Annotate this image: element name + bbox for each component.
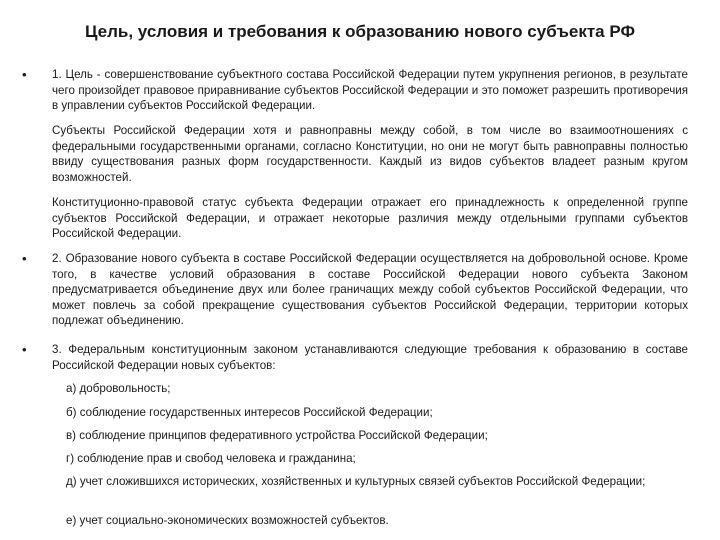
page-title: Цель, условия и требования к образованию нового субъекта РФ (85, 22, 635, 41)
paragraph-goal: 1. Цель - совершенствование субъектного состава Российской Федерации путем укрупнения регионов, в результате чего произойдет правовое приравнивание субъектов Российской Федерации и это поможет разрешить противоречия в управлении субъектов Российской Федерации. (52, 68, 688, 113)
requirement-item: а) добровольность; (66, 382, 171, 395)
requirement-item: в) соблюдение принципов федеративного устройства Российской Федерации; (66, 429, 488, 442)
bullet-marker: • (22, 67, 27, 82)
requirement-item: е) учет социально-экономических возможностей субъектов. (66, 514, 389, 527)
paragraph-equality: Субъекты Российской Федерации хотя и равноправны между собой, в том числе во взаимоотношениях с федеральными государственными органами, согласно Конституции, но они не могут быть равноправны полностью ввиду существования разных форм государственности. Каждый из видов субъектов владеет разным кругом возможностей. (52, 124, 688, 184)
paragraph-requirements-intro: 3. Федеральным конституционным законом устанавливаются следующие требования к образованию в составе Российской Федерации новых субъектов: (52, 343, 688, 372)
requirement-item: г) соблюдение прав и свобод человека и гражданина; (66, 452, 356, 465)
paragraph-status: Конституционно-правовой статус субъекта Федерации отражает его принадлежность к определенной группе субъектов Российской Федерации, и отражает некоторые различия между отдельными группами субъектов Российской Федерации. (52, 196, 688, 241)
paragraph-conditions: 2. Образование нового субъекта в составе Российской Федерации осуществляется на добровольной основе. Кроме того, в качестве условий образования в составе Российской Федерации нового субъекта Законом предусматривается объединение двух или более граничащих между собой субъектов Российской Федерации, что может повлечь за собой прекращение существования субъектов Российской Федерации, территории которых подлежат объединению. (52, 252, 688, 328)
requirement-item: б) соблюдение государственных интересов Российской Федерации; (66, 406, 433, 419)
bullet-marker: • (22, 251, 27, 266)
requirement-item: д) учет сложившихся исторических, хозяйственных и культурных связей субъектов Российской Федерации; (66, 475, 646, 488)
bullet-marker: • (22, 342, 27, 357)
